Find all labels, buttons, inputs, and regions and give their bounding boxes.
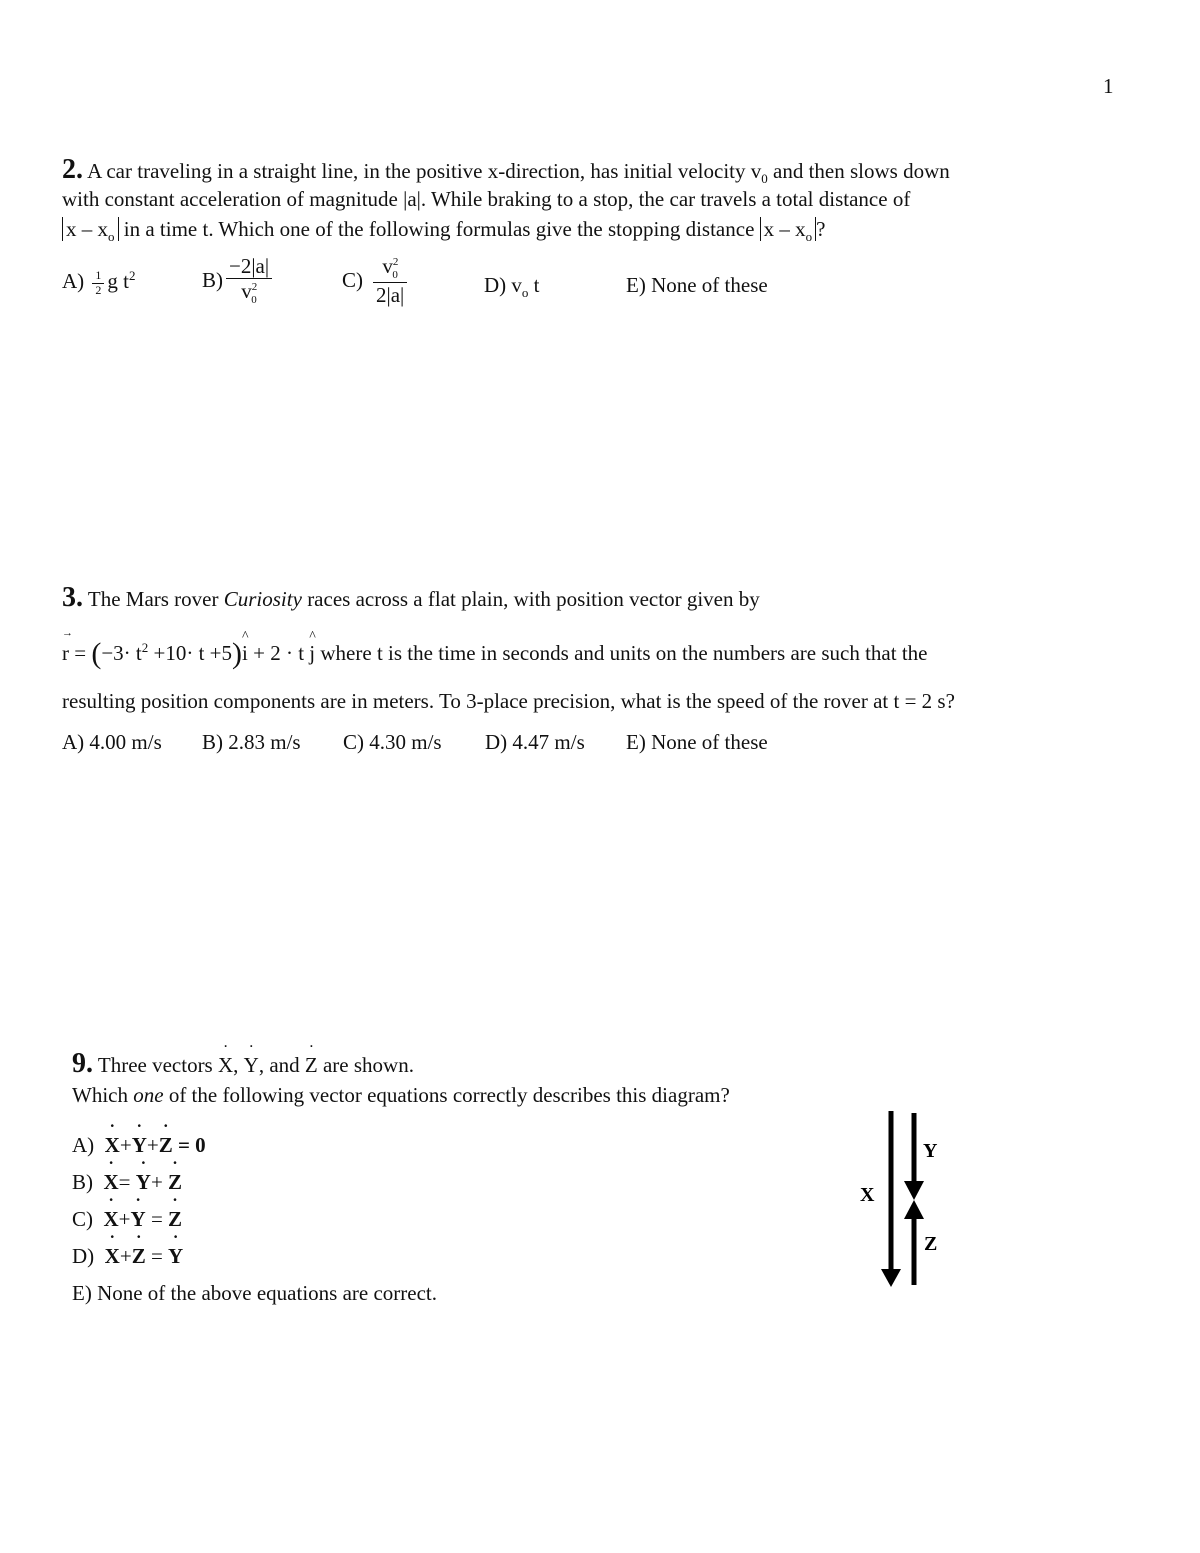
diagram-label-x: X xyxy=(860,1184,875,1206)
q3-line1: 3. The Mars rover Curiosity races across a flat plain, with position vector given by xyxy=(62,582,760,613)
q9-choice-d: D) ˙ X+˙ Z = ˙ Y xyxy=(72,1243,437,1280)
q3-equation-line: → $r = (-3\cdot t^2 +10\cdot t$ +5)^ i + 2 · t ^ j where t is the time in seconds and units on the numbers are such that the xyxy=(62,634,928,673)
q9-line1: 9. Three vectors ˙ X, ˙ Y, and ˙ Z are shown. xyxy=(72,1046,414,1082)
q3-rover-name: Curiosity xyxy=(223,587,302,611)
q9-choices xyxy=(72,1132,437,1317)
q2-c-fraction: $\frac{v^2_0}{2|a|}$ xyxy=(373,254,407,307)
vector-x-arrow xyxy=(881,1111,901,1287)
q2-text-1: A car traveling in a straight line, in the positive x-direction, has initial velocity v xyxy=(87,159,762,183)
q2-choice-a: A) $\frac{1}{2}$ g $t^2$ xyxy=(62,267,136,297)
q3-text-2: where t is the time in seconds and units on the numbers are such that the xyxy=(315,641,928,665)
q2-text-3: in a time t. Which one of the following formulas give the stopping distance xyxy=(118,217,760,241)
q2-b-fraction: $\frac{-2|a|}{v^2_0}$ xyxy=(226,254,272,307)
q2-distance-expr-2: x – $x_o$ xyxy=(760,217,817,241)
q9-vector-z: ˙ Z xyxy=(305,1052,318,1079)
q2-qmark: ? xyxy=(816,217,826,241)
vector-y-arrow xyxy=(904,1113,924,1200)
q9-line2: Which one of the following vector equations correctly describes this diagram? xyxy=(72,1083,730,1107)
q9-number: 9. xyxy=(72,1048,93,1079)
q3-number: 3. xyxy=(62,582,83,613)
q2-choice-c: C) $\frac{v^2_0}{2|a|}$ xyxy=(342,254,410,307)
q2-text-1-end: and then slows down xyxy=(767,159,950,183)
vector-diagram xyxy=(850,1105,960,1295)
vector-z-arrow xyxy=(904,1200,924,1285)
q3-i-hat: ^ i xyxy=(242,640,248,667)
page-number: 1 xyxy=(1103,74,1114,98)
q2-choice-b: B) $\frac{-2|a|}{v^2_0}$ xyxy=(202,254,275,307)
diagram-label-y: Y xyxy=(923,1140,938,1162)
q2-distance-expr: x – $x_o$ xyxy=(62,217,119,241)
diagram-label-z: Z xyxy=(924,1233,938,1255)
q3-choice-b: B) 2.83 m/s xyxy=(202,730,301,754)
q2-choice-e: E) None of these xyxy=(626,273,768,297)
q2-number: 2. xyxy=(62,154,83,185)
q9-choice-a: A) ˙ X+˙ Y+˙ Z = 0 xyxy=(72,1132,437,1169)
q2-choice-d: D) $v_o$ t xyxy=(484,273,540,301)
q3-choice-d: D) 4.47 m/s xyxy=(485,730,585,754)
q9-choice-c: C) ˙ X+˙ Y = ˙ Z xyxy=(72,1206,437,1243)
q3-j-hat: ^ j xyxy=(309,640,315,667)
q2-half-fraction: $\frac{1}{2}$ xyxy=(92,269,104,298)
q9-choice-e: E) None of the above equations are correct. xyxy=(72,1281,437,1305)
q9-vector-y: ˙ Y xyxy=(244,1052,259,1079)
q2-v0-sub: 0 xyxy=(761,171,768,187)
q2-line1 xyxy=(62,152,950,188)
q3-r-vector: → r xyxy=(62,640,69,667)
q2-line3 xyxy=(62,216,825,246)
q3-line3: resulting position components are in meters. To 3-place precision, what is the speed of the rover at t = 2 s? xyxy=(62,689,955,713)
q3-choice-c: C) 4.30 m/s xyxy=(343,730,442,754)
q9-vector-x: ˙ X xyxy=(218,1052,233,1079)
q2-line2: with constant acceleration of magnitude |a|. While braking to a stop, the car travels a total distance of xyxy=(62,187,911,211)
q3-choice-e: E) None of these xyxy=(626,730,768,754)
q9-choice-b: B) ˙ X= ˙ Y+ ˙ Z xyxy=(72,1169,437,1206)
q3-choice-a: A) 4.00 m/s xyxy=(62,730,162,754)
